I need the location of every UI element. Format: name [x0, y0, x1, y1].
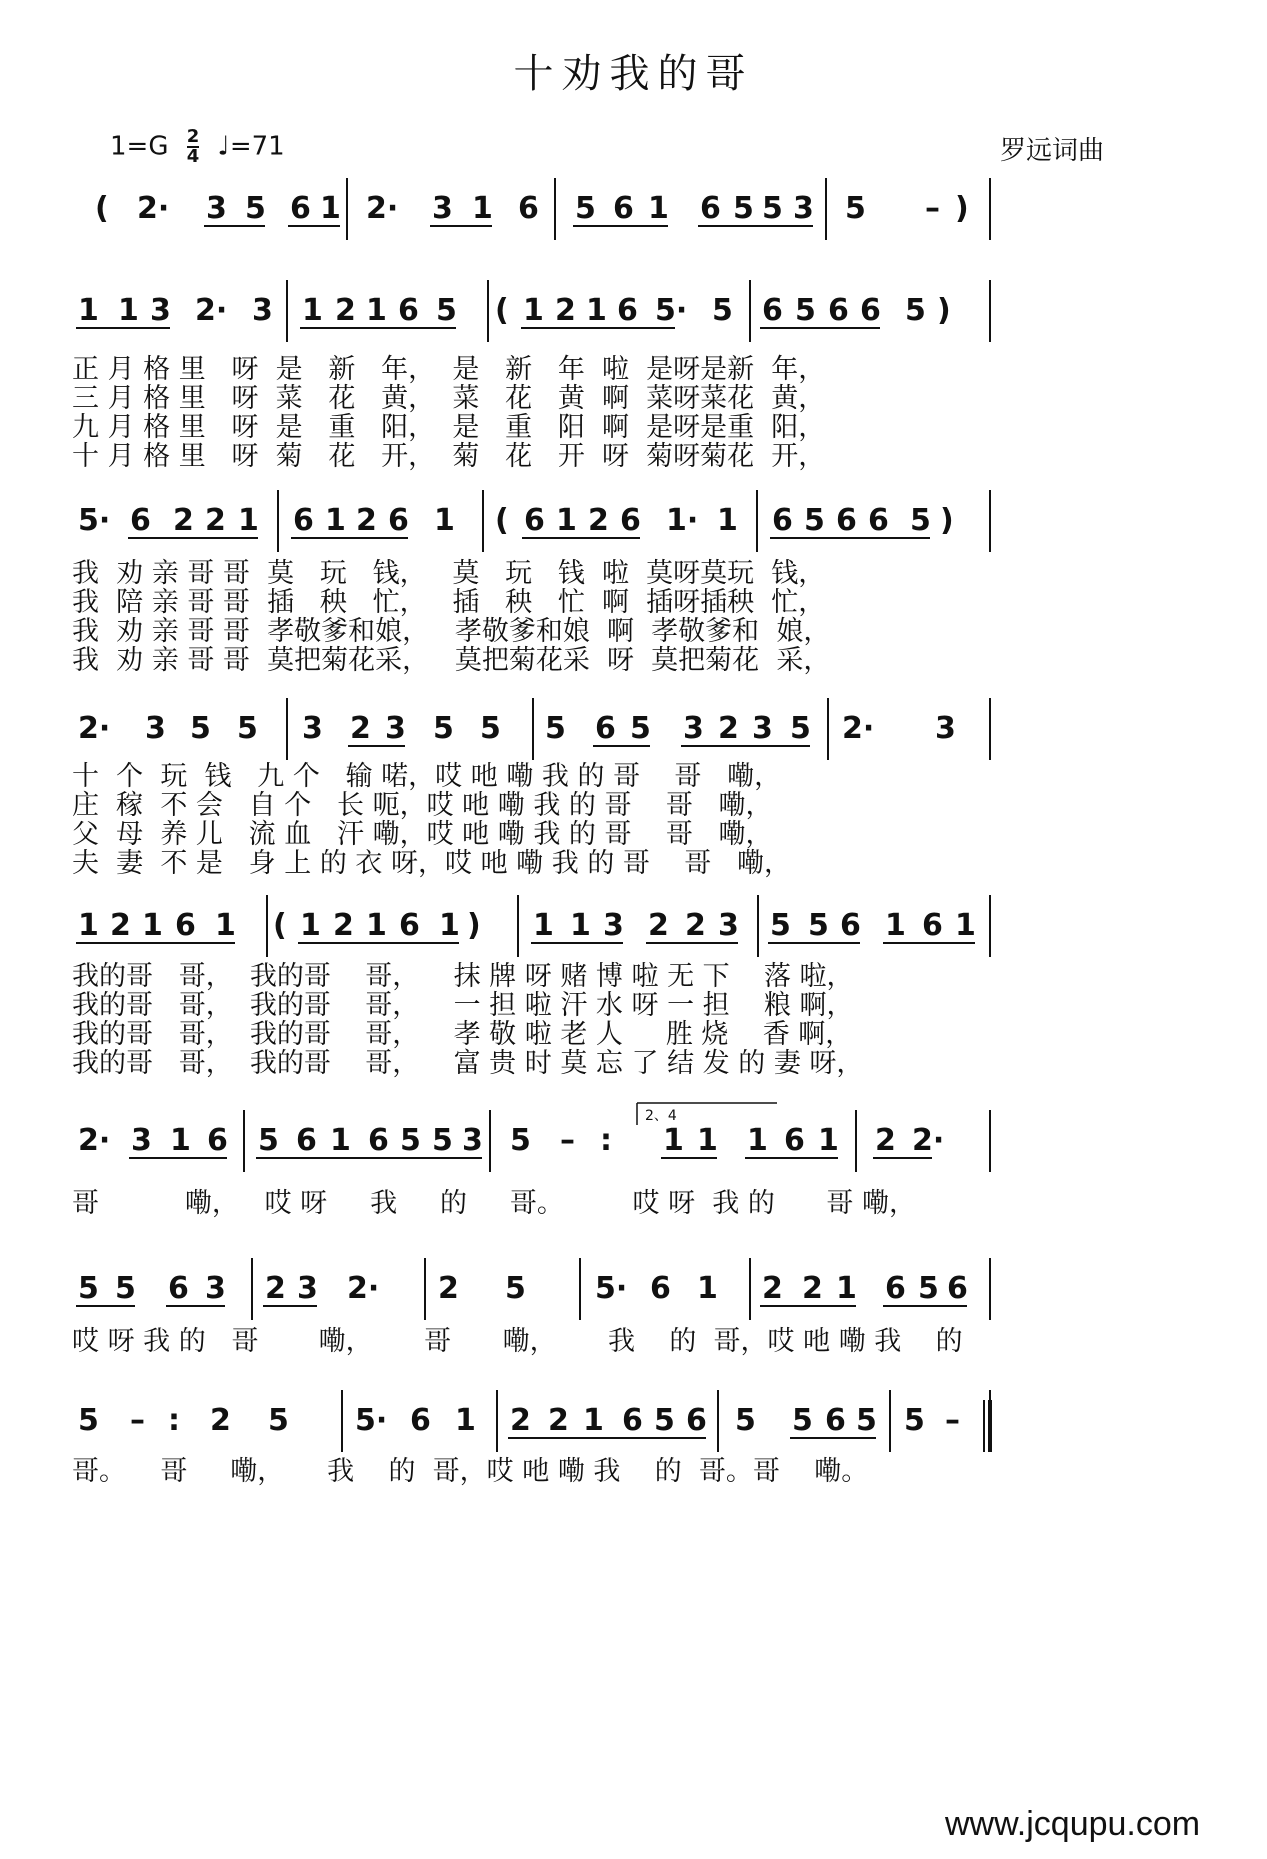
- note: 5: [432, 1123, 453, 1158]
- note: 2: [555, 293, 576, 328]
- note: (: [495, 293, 509, 328]
- note: 1: [663, 1123, 684, 1158]
- note: 1: [215, 908, 236, 943]
- note: 2: [265, 1271, 286, 1306]
- note: 6: [207, 1123, 228, 1158]
- lyric-line: 庄 稼 不 会 自 个 长 呃，哎 吔 嘞 我 的 哥 哥 嘞，: [72, 790, 773, 821]
- note: 1: [455, 1403, 476, 1438]
- note: 5: [505, 1271, 526, 1306]
- note: 1: [330, 1123, 351, 1158]
- note: 5: [400, 1123, 421, 1158]
- lyric-line: 夫 妻 不 是 身 上 的 衣 呀，哎 吔 嘞 我 的 哥 哥 嘞，: [72, 848, 791, 879]
- note: 6: [885, 1271, 906, 1306]
- note: 5: [905, 293, 926, 328]
- lyric-line: 我的哥 哥， 我的哥 哥， 富 贵 时 莫 忘 了 结 发 的 妻 呀，: [72, 1048, 864, 1079]
- note: 5: [904, 1403, 925, 1438]
- note: 1: [434, 503, 455, 538]
- note: 2·: [842, 711, 875, 746]
- lyric-line: 我 劝 亲 哥 哥 莫把菊花采， 莫把菊花采 呀 莫把菊花 采，: [72, 645, 831, 676]
- note: 2: [335, 293, 356, 328]
- note: 6: [168, 1271, 189, 1306]
- note: ): [937, 293, 951, 328]
- note: 5: [790, 711, 811, 746]
- note: 5: [78, 1403, 99, 1438]
- note: 3: [205, 1271, 226, 1306]
- note: 2: [802, 1271, 823, 1306]
- note: 2: [173, 503, 194, 538]
- note: 1: [238, 503, 259, 538]
- note: 2·: [78, 711, 111, 746]
- lyric-line: 正 月 格 里 呀 是 新 年， 是 新 年 啦 是呀是新 年，: [72, 354, 826, 385]
- note: (: [95, 191, 109, 226]
- note: 1: [302, 293, 323, 328]
- note: 3: [718, 908, 739, 943]
- note: 1: [648, 191, 669, 226]
- note: 1: [118, 293, 139, 328]
- note: 5: [545, 711, 566, 746]
- note: 1: [320, 191, 341, 226]
- note: 1: [747, 1123, 768, 1158]
- note: 2: [356, 503, 377, 538]
- website-watermark: www.jcqupu.com: [945, 1805, 1201, 1843]
- note: 1: [78, 293, 99, 328]
- lyric-line: 哎 呀 我 的 哥 嘞， 哥 嘞， 我 的 哥，哎 吔 嘞 我 的: [72, 1326, 963, 1357]
- note: 3: [297, 1271, 318, 1306]
- lyric-line: 我的哥 哥， 我的哥 哥， 抹 牌 呀 赌 博 啦 无 下 落 啦，: [72, 961, 854, 992]
- lyric-line: 三 月 格 里 呀 菜 花 黄， 菜 花 黄 啊 菜呀菜花 黄，: [72, 383, 826, 414]
- note: 1: [836, 1271, 857, 1306]
- note: 1: [533, 908, 554, 943]
- note: 1: [366, 293, 387, 328]
- note: 2·: [366, 191, 399, 226]
- note: 1: [885, 908, 906, 943]
- note: 5: [630, 711, 651, 746]
- note: –: [925, 191, 940, 226]
- note: 2·: [195, 293, 228, 328]
- note: 2: [438, 1271, 459, 1306]
- note: ): [955, 191, 969, 226]
- note: 3: [145, 711, 166, 746]
- lyric-line: 哥 嘞， 哎 呀 我 的 哥。 哎 呀 我 的 哥 嘞，: [72, 1188, 916, 1219]
- note: 3: [603, 908, 624, 943]
- note: 1: [586, 293, 607, 328]
- note: 5: [268, 1403, 289, 1438]
- note: 6: [622, 1403, 643, 1438]
- note: 3: [150, 293, 171, 328]
- note: 3: [252, 293, 273, 328]
- note: 6: [650, 1271, 671, 1306]
- note: 6: [410, 1403, 431, 1438]
- note: 6: [293, 503, 314, 538]
- note: 1: [325, 503, 346, 538]
- note: 6: [784, 1123, 805, 1158]
- note: 6: [175, 908, 196, 943]
- note: 6: [700, 191, 721, 226]
- lyric-line: 我 劝 亲 哥 哥 孝敬爹和娘， 孝敬爹和娘 啊 孝敬爹和 娘，: [72, 616, 831, 647]
- note: 6: [613, 191, 634, 226]
- time-top: 2: [186, 126, 200, 147]
- note: 6: [762, 293, 783, 328]
- note: 3: [793, 191, 814, 226]
- note: 1: [818, 1123, 839, 1158]
- note: 3: [683, 711, 704, 746]
- note: 3: [302, 711, 323, 746]
- note: 1: [142, 908, 163, 943]
- lyric-line: 十 个 玩 钱 九 个 输 喏，哎 吔 嘞 我 的 哥 哥 嘞，: [72, 761, 782, 792]
- note: 3: [432, 191, 453, 226]
- note: 1: [570, 908, 591, 943]
- note: 1: [439, 908, 460, 943]
- note: 2: [685, 908, 706, 943]
- note: 3: [462, 1123, 483, 1158]
- note: 2: [548, 1403, 569, 1438]
- lyric-line: 十 月 格 里 呀 菊 花 开， 菊 花 开 呀 菊呀菊花 开，: [72, 441, 826, 472]
- note: 6: [772, 503, 793, 538]
- note: 1: [583, 1403, 604, 1438]
- note: 6: [868, 503, 889, 538]
- lyric-line: 我 劝 亲 哥 哥 莫 玩 钱， 莫 玩 钱 啦 莫呀莫玩 钱，: [72, 558, 826, 589]
- note: 5: [436, 293, 457, 328]
- note: ): [940, 503, 954, 538]
- note: 6: [518, 191, 539, 226]
- note: –: [560, 1123, 575, 1158]
- note: 1: [556, 503, 577, 538]
- note: 5: [480, 711, 501, 746]
- lyric-line: 九 月 格 里 呀 是 重 阳， 是 重 阳 啊 是呀是重 阳，: [72, 412, 826, 443]
- note: 2: [510, 1403, 531, 1438]
- lyric-line: 哥。 哥 嘞， 我 的 哥，哎 吔 嘞 我 的 哥。哥 嘞。: [72, 1456, 869, 1487]
- note: 5: [795, 293, 816, 328]
- note: 6: [836, 503, 857, 538]
- quarter-note-icon: ♩: [217, 131, 230, 162]
- note: 1: [300, 908, 321, 943]
- note: (: [273, 908, 287, 943]
- tempo: =71: [229, 131, 285, 162]
- note: 6: [617, 293, 638, 328]
- note: 2·: [137, 191, 170, 226]
- note: 5: [762, 191, 783, 226]
- note: (: [495, 503, 509, 538]
- key-signature: 1=G: [110, 131, 169, 162]
- note: 5: [804, 503, 825, 538]
- note: 6: [595, 711, 616, 746]
- note: 5: [78, 1271, 99, 1306]
- note: 3: [131, 1123, 152, 1158]
- note: 5: [190, 711, 211, 746]
- note: 3: [752, 711, 773, 746]
- note: 1: [697, 1123, 718, 1158]
- note: 5: [733, 191, 754, 226]
- note: 2: [718, 711, 739, 746]
- note: 5: [258, 1123, 279, 1158]
- note: 5·: [595, 1271, 628, 1306]
- note: 6: [686, 1403, 707, 1438]
- note: ): [467, 908, 481, 943]
- lyric-line: 父 母 养 儿 流 血 汗 嘞，哎 吔 嘞 我 的 哥 哥 嘞，: [72, 819, 773, 850]
- note: 5: [808, 908, 829, 943]
- song-title: 十劝我的哥: [513, 51, 754, 97]
- note: 1: [523, 293, 544, 328]
- note: 1: [170, 1123, 191, 1158]
- note: 1: [717, 503, 738, 538]
- note: 5·: [78, 503, 111, 538]
- note: :: [600, 1123, 612, 1158]
- volta-label: 2、4: [645, 1108, 677, 1124]
- note: 5: [712, 293, 733, 328]
- note: 3: [935, 711, 956, 746]
- note: 5: [245, 191, 266, 226]
- note: 6: [828, 293, 849, 328]
- note: 6: [130, 503, 151, 538]
- author-credit: 罗远词曲: [1000, 136, 1105, 166]
- note: 6: [388, 503, 409, 538]
- note: 6: [825, 1403, 846, 1438]
- lyric-line: 我的哥 哥， 我的哥 哥， 一 担 啦 汗 水 呀 一 担 粮 啊，: [72, 990, 854, 1021]
- note: 5·: [655, 293, 688, 328]
- note: 1: [78, 908, 99, 943]
- note: 2: [588, 503, 609, 538]
- note: 6: [368, 1123, 389, 1158]
- note: 2·: [347, 1271, 380, 1306]
- note: 1·: [666, 503, 699, 538]
- note: 6: [398, 293, 419, 328]
- note: 6: [840, 908, 861, 943]
- note: 5: [845, 191, 866, 226]
- note: 2·: [78, 1123, 111, 1158]
- note: 5: [792, 1403, 813, 1438]
- note: 2: [648, 908, 669, 943]
- time-bottom: 4: [186, 146, 200, 167]
- note: 6: [290, 191, 311, 226]
- note: 6: [524, 503, 545, 538]
- note: 6: [620, 503, 641, 538]
- note: 5: [237, 711, 258, 746]
- note: 2: [205, 503, 226, 538]
- note: :: [168, 1403, 180, 1438]
- note: 6: [399, 908, 420, 943]
- note: 5: [654, 1403, 675, 1438]
- note: 5: [918, 1271, 939, 1306]
- note: 5: [910, 503, 931, 538]
- note: 1: [472, 191, 493, 226]
- note: 5: [735, 1403, 756, 1438]
- note: 3: [385, 711, 406, 746]
- note: 2: [110, 908, 131, 943]
- note: 2: [350, 711, 371, 746]
- note: 6: [922, 908, 943, 943]
- note: –: [130, 1403, 145, 1438]
- note: 6: [947, 1271, 968, 1306]
- lyric-line: 我的哥 哥， 我的哥 哥， 孝 敬 啦 老 人 胜 烧 香 啊，: [72, 1019, 853, 1050]
- note: 5: [770, 908, 791, 943]
- note: –: [945, 1403, 960, 1438]
- note: 2: [875, 1123, 896, 1158]
- note: 6: [296, 1123, 317, 1158]
- note: 5: [115, 1271, 136, 1306]
- note: 2·: [912, 1123, 945, 1158]
- note: 1: [366, 908, 387, 943]
- note: 2: [762, 1271, 783, 1306]
- note: 1: [955, 908, 976, 943]
- note: 5·: [355, 1403, 388, 1438]
- note: 5: [856, 1403, 877, 1438]
- note: 5: [510, 1123, 531, 1158]
- note: 2: [333, 908, 354, 943]
- note: 3: [206, 191, 227, 226]
- note: 5: [575, 191, 596, 226]
- note: 2: [210, 1403, 231, 1438]
- note: 1: [697, 1271, 718, 1306]
- lyric-line: 我 陪 亲 哥 哥 插 秧 忙， 插 秧 忙 啊 插呀插秧 忙，: [72, 587, 826, 618]
- note: 6: [860, 293, 881, 328]
- note: 5: [433, 711, 454, 746]
